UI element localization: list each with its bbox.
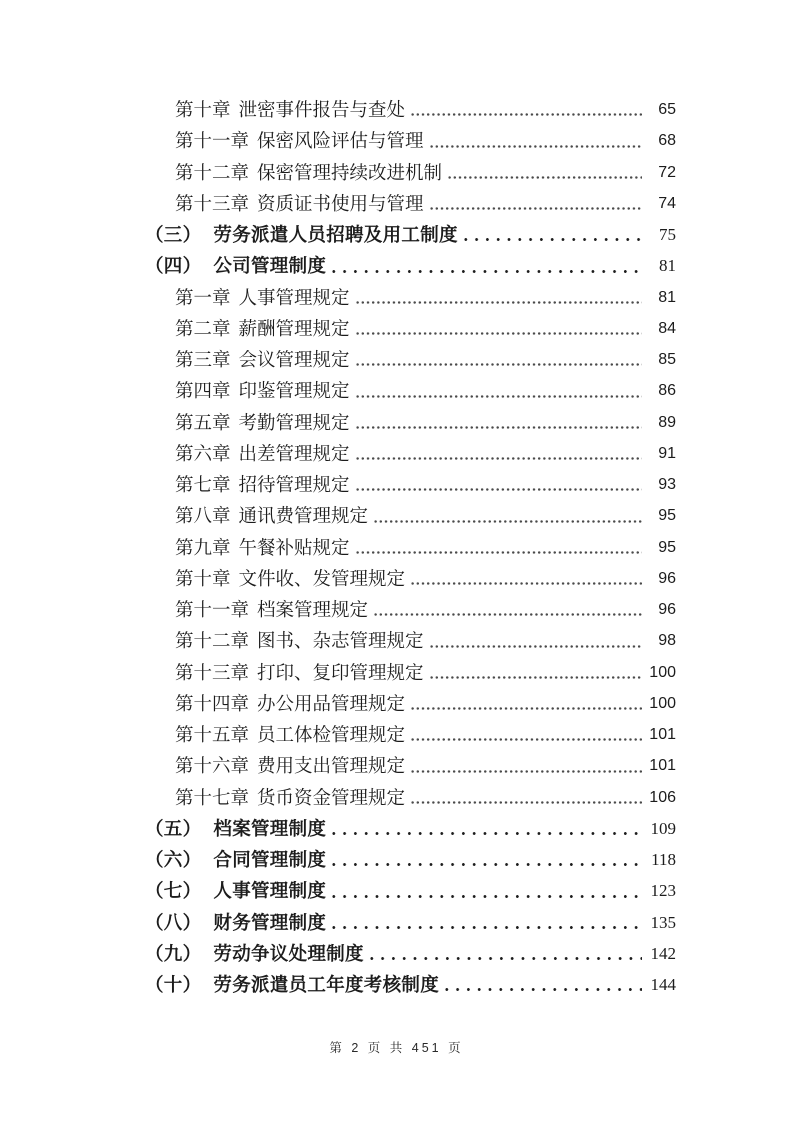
toc-entry[interactable] xyxy=(145,625,676,656)
toc-entry[interactable] xyxy=(145,813,676,844)
dot-leader xyxy=(430,145,642,148)
toc-entry[interactable] xyxy=(145,782,676,813)
toc-entry-number: 第七章 xyxy=(175,474,231,495)
toc-entry-page: 95 xyxy=(658,507,676,525)
toc-entry-number: 第二章 xyxy=(175,317,231,339)
toc-entry[interactable] xyxy=(145,438,676,469)
toc-entry-number: 第十一章 xyxy=(175,130,250,152)
toc-entry[interactable] xyxy=(145,407,676,438)
toc-entry-number: 第三章 xyxy=(175,349,231,370)
toc-entry[interactable] xyxy=(145,94,676,125)
dot-leader xyxy=(374,613,642,616)
toc-entry-number: （四） xyxy=(145,255,202,277)
toc-entry-title: 档案管理制度 xyxy=(213,817,327,839)
toc-entry[interactable] xyxy=(145,250,676,281)
toc-entry-page: 135 xyxy=(650,912,676,932)
toc-entry-title: 劳务派遣员工年度考核制度 xyxy=(213,974,440,995)
toc-entry-page: 74 xyxy=(658,194,676,212)
toc-entry-title: 保密风险评估与管理 xyxy=(257,130,424,152)
dot-leader xyxy=(445,988,642,991)
toc-entry-page: 100 xyxy=(649,663,676,681)
toc-entry-page: 144 xyxy=(650,975,676,994)
dot-leader xyxy=(356,551,642,554)
toc-entry-title: 薪酬管理规定 xyxy=(238,317,350,339)
toc-entry-title: 费用支出管理规定 xyxy=(257,755,406,777)
dot-leader xyxy=(370,957,642,960)
toc-entry[interactable] xyxy=(145,500,676,531)
dot-leader xyxy=(411,113,642,116)
toc-entry-number: 第一章 xyxy=(175,286,231,308)
toc-entry[interactable] xyxy=(145,188,676,219)
toc-entry-page: 100 xyxy=(649,694,676,712)
toc-entry-title: 图书、杂志管理规定 xyxy=(257,630,424,652)
toc-entry-page: 81 xyxy=(659,256,676,276)
toc-entry-page: 65 xyxy=(658,101,676,118)
toc-entry-number: 第四章 xyxy=(175,380,231,402)
dot-leader xyxy=(356,457,642,460)
toc-entry-title: 员工体检管理规定 xyxy=(257,724,406,745)
toc-entry-page: 109 xyxy=(650,818,676,838)
toc-entry-title: 人事管理制度 xyxy=(213,880,327,902)
toc-entry[interactable] xyxy=(145,313,676,344)
dot-leader xyxy=(411,770,642,773)
toc-entry-title: 人事管理规定 xyxy=(238,286,350,308)
toc-entry-number: （三） xyxy=(145,224,202,245)
toc-entry-number: 第十五章 xyxy=(175,724,250,745)
toc-list xyxy=(145,94,676,1000)
toc-entry-title: 午餐补贴规定 xyxy=(238,536,350,558)
toc-entry-number: 第十三章 xyxy=(175,192,250,214)
toc-entry-page: 81 xyxy=(658,288,676,306)
toc-entry-number: 第十二章 xyxy=(175,630,250,652)
dot-leader xyxy=(356,395,642,398)
toc-entry-page: 106 xyxy=(649,788,676,806)
toc-entry-title: 招待管理规定 xyxy=(238,474,350,495)
toc-entry-page: 118 xyxy=(651,850,676,869)
toc-entry-page: 95 xyxy=(658,538,676,556)
dot-leader xyxy=(411,582,642,585)
toc-entry-page: 85 xyxy=(658,351,676,368)
dot-leader xyxy=(411,707,642,710)
toc-entry-page: 75 xyxy=(659,225,676,244)
toc-entry-page: 142 xyxy=(650,943,676,963)
toc-entry[interactable] xyxy=(145,125,676,156)
toc-entry-number: 第八章 xyxy=(175,505,231,527)
dot-leader xyxy=(430,645,642,648)
toc-entry-title: 印鉴管理规定 xyxy=(238,380,350,402)
dot-leader xyxy=(332,270,642,273)
dot-leader xyxy=(356,301,642,304)
toc-entry-page: 89 xyxy=(658,413,676,431)
toc-entry[interactable] xyxy=(145,719,676,750)
toc-entry-title: 泄密事件报告与查处 xyxy=(238,99,406,120)
toc-entry-title: 档案管理规定 xyxy=(257,599,369,620)
toc-entry-page: 96 xyxy=(658,569,676,587)
toc-entry-number: 第十四章 xyxy=(175,692,250,714)
toc-entry-number: （五） xyxy=(145,817,202,839)
dot-leader xyxy=(356,363,642,366)
dot-leader xyxy=(356,488,642,491)
toc-entry-title: 劳务派遣人员招聘及用工制度 xyxy=(213,224,458,245)
toc-entry-page: 101 xyxy=(649,757,676,775)
toc-entry[interactable] xyxy=(145,938,676,969)
dot-leader xyxy=(374,520,642,523)
toc-entry-title: 合同管理制度 xyxy=(213,849,327,870)
toc-entry[interactable] xyxy=(145,282,676,313)
toc-entry-number: 第十章 xyxy=(175,567,231,589)
page-number-text: 第 2 页 共 451 页 xyxy=(329,1041,464,1055)
toc-entry-page: 93 xyxy=(658,476,676,493)
toc-entry-number: （九） xyxy=(145,942,202,964)
toc-entry-page: 72 xyxy=(658,163,676,181)
toc-entry[interactable] xyxy=(145,688,676,719)
dot-leader xyxy=(332,863,642,866)
toc-entry-page: 84 xyxy=(658,319,676,337)
toc-entry[interactable] xyxy=(145,344,676,375)
toc-entry-title: 劳动争议处理制度 xyxy=(213,942,364,964)
toc-entry-number: 第六章 xyxy=(175,442,231,464)
dot-leader xyxy=(332,832,642,835)
toc-entry-number: 第十章 xyxy=(175,99,231,120)
toc-entry-title: 公司管理制度 xyxy=(213,255,327,277)
toc-entry-title: 文件收、发管理规定 xyxy=(238,567,406,589)
toc-entry-number: （十） xyxy=(145,974,202,995)
dot-leader xyxy=(356,332,642,335)
toc-entry-title: 出差管理规定 xyxy=(238,442,350,464)
toc-entry-number: （六） xyxy=(145,849,202,870)
toc-entry-number: 第十六章 xyxy=(175,755,250,777)
toc-entry-title: 会议管理规定 xyxy=(238,349,350,370)
toc-entry-page: 98 xyxy=(658,632,676,650)
toc-entry-page: 68 xyxy=(658,132,676,150)
toc-entry[interactable] xyxy=(145,219,676,250)
toc-entry-number: 第九章 xyxy=(175,536,231,558)
toc-entry-number: 第十三章 xyxy=(175,661,250,683)
toc-entry[interactable] xyxy=(145,157,676,188)
toc-entry-number: 第十一章 xyxy=(175,599,250,620)
toc-entry-page: 123 xyxy=(650,881,676,901)
toc-entry-number: 第五章 xyxy=(175,411,231,433)
toc-entry[interactable] xyxy=(145,969,676,1000)
toc-entry-title: 通讯费管理规定 xyxy=(238,505,369,527)
toc-entry-number: 第十七章 xyxy=(175,786,250,808)
dot-leader xyxy=(356,426,642,429)
page-footer xyxy=(0,1038,793,1058)
dot-leader xyxy=(464,238,642,241)
toc-entry-page: 91 xyxy=(658,444,676,462)
toc-entry[interactable] xyxy=(145,657,676,688)
toc-entry-number: （八） xyxy=(145,911,202,933)
toc-entry-number: （七） xyxy=(145,880,202,902)
toc-entry-title: 财务管理制度 xyxy=(213,911,327,933)
toc-entry[interactable] xyxy=(145,375,676,406)
toc-entry-page: 101 xyxy=(649,726,676,743)
toc-entry[interactable] xyxy=(145,594,676,625)
toc-entry-title: 办公用品管理规定 xyxy=(257,692,406,714)
dot-leader xyxy=(411,801,642,804)
toc-entry[interactable] xyxy=(145,532,676,563)
toc-entry[interactable] xyxy=(145,907,676,938)
toc-entry[interactable] xyxy=(145,563,676,594)
toc-entry-page: 86 xyxy=(658,382,676,400)
toc-entry-number: 第十二章 xyxy=(175,161,250,183)
toc-entry-page: 96 xyxy=(658,601,676,618)
toc-entry-title: 货币资金管理规定 xyxy=(257,786,406,808)
dot-leader xyxy=(332,926,642,929)
toc-entry-title: 考勤管理规定 xyxy=(238,411,350,433)
toc-entry[interactable] xyxy=(145,875,676,906)
dot-leader xyxy=(332,895,642,898)
dot-leader xyxy=(411,738,642,741)
toc-entry[interactable] xyxy=(145,469,676,500)
toc-entry[interactable] xyxy=(145,844,676,875)
toc-entry-title: 打印、复印管理规定 xyxy=(257,661,424,683)
dot-leader xyxy=(448,176,642,179)
toc-entry[interactable] xyxy=(145,750,676,781)
toc-entry-title: 资质证书使用与管理 xyxy=(257,192,424,214)
toc-entry-title: 保密管理持续改进机制 xyxy=(257,161,443,183)
dot-leader xyxy=(430,676,642,679)
dot-leader xyxy=(430,207,642,210)
